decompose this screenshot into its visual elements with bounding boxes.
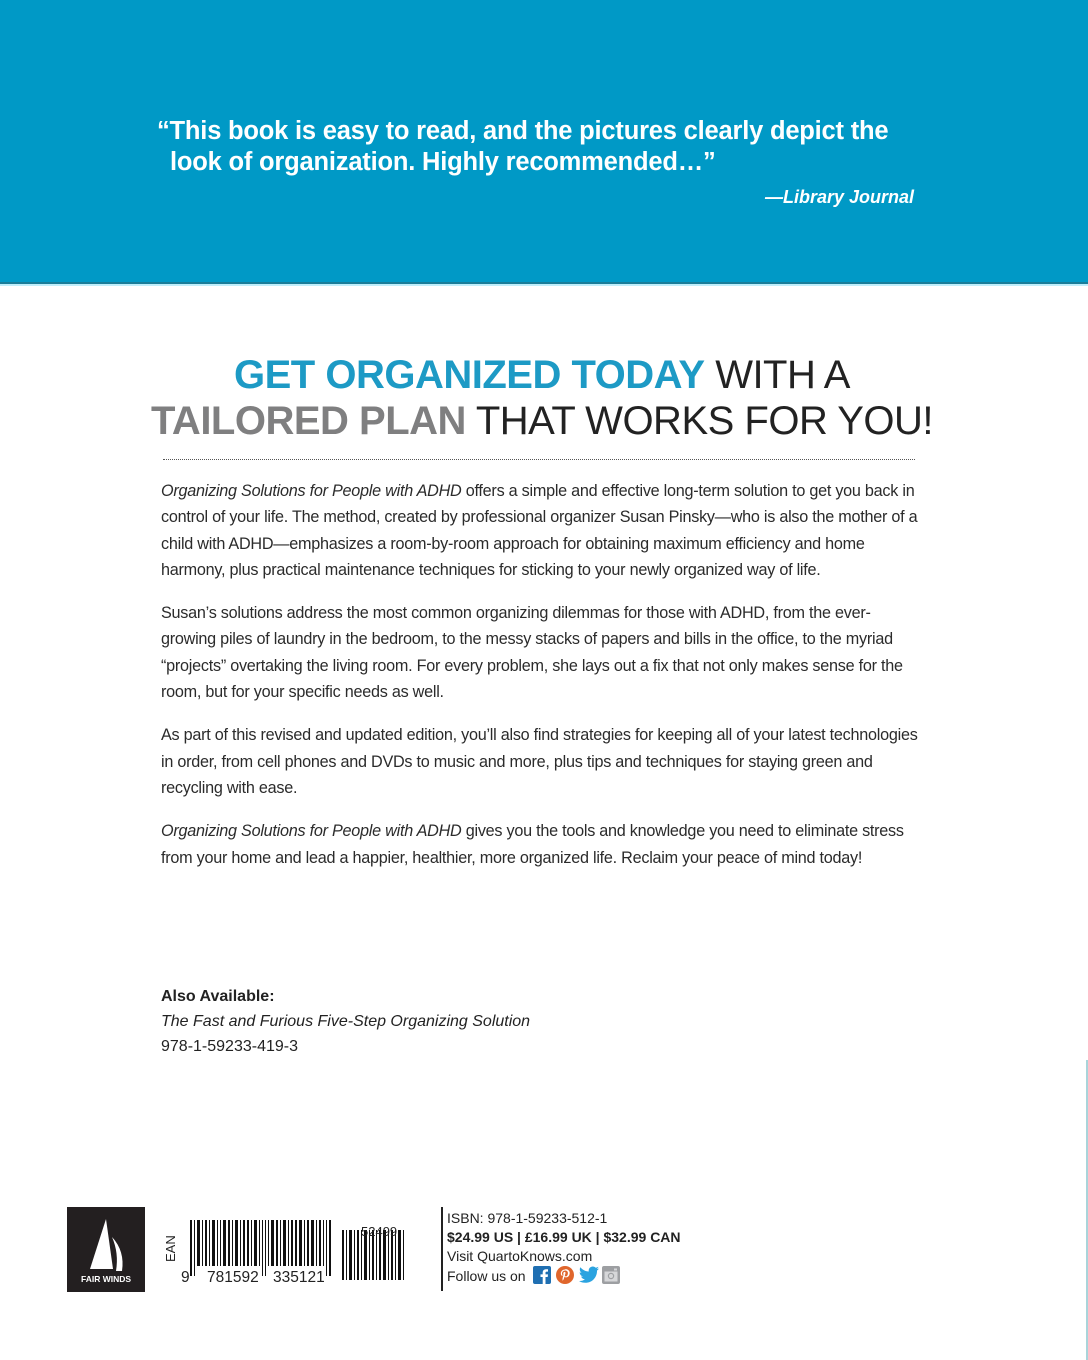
headline [150,352,934,444]
isbn: ISBN: 978-1-59233-512-1 [447,1210,608,1226]
paragraph-4: Organizing Solutions for People with ADHD gives you the tools and knowledge you need to eliminate stress from your home and lead a happier, healthier, more organized life. Reclaim your peace of mind today! [161,822,904,867]
also-available-label: Also Available: [161,988,275,1005]
twitter-icon[interactable] [579,1266,597,1284]
follow-label: Follow us on [447,1268,526,1284]
barcode-group-1: 781592 [207,1269,259,1286]
also-available-title: The Fast and Furious Five-Step Organizing Solution [161,1013,531,1030]
headline-highlight-1: GET ORGANIZED TODAY [234,353,705,397]
banner-highlight [0,284,1088,286]
paragraph-3: As part of this revised and updated edition, you’ll also find strategies for keeping all of your latest technologies in order, from cell phones and DVDs to music and more, plus tips and techniques for staying green and recycling with ease. [161,726,918,797]
headline-highlight-2: TAILORED PLAN [150,399,466,443]
price-code: 52499 [361,1224,398,1239]
also-available [161,984,530,1059]
paragraph-1: Organizing Solutions for People with ADHD offers a simple and effective long-term solution to get you back in control of your life. The method, created by professional organizer Susan Pinsky—who is also the mother of a child with ADHD—emphasizes a room-by-room approach for obtaining maximum efficiency and home harmony, plus practical maintenance techniques for sticking to your newly organized way of life. [161,482,918,579]
quote-line-2: look of organization. Highly recommended…” [170,148,716,176]
barcode-lead-digit: 9 [181,1269,190,1286]
instagram-icon[interactable] [602,1266,620,1284]
quote-attribution: —Library Journal [764,187,914,207]
dotted-divider [163,459,915,460]
pinterest-icon[interactable] [556,1266,574,1284]
review-quote [157,116,937,178]
website-link[interactable]: Visit QuartoKnows.com [447,1248,593,1264]
book-info [447,1209,681,1286]
book-title: Organizing Solutions for People with ADHD [161,822,462,841]
paragraph-2: Susan’s solutions address the most common organizing dilemmas for those with ADHD, from the ever-growing piles of laundry in the bedroom, to the messy stacks of papers and bills in the office, to the myriad “projects” overtaking the living room. For every problem, she lays out a fix that not only makes sense for the room, but for your specific needs as well. [161,604,903,702]
headline-text-2: THAT WORKS FOR YOU! [465,399,934,443]
book-title: Organizing Solutions for People with ADHD [161,482,462,500]
social-icons [533,1266,620,1284]
vertical-divider [441,1207,443,1291]
facebook-icon[interactable] [533,1266,551,1284]
prices: $24.99 US | £16.99 UK | $32.99 CAN [447,1229,681,1245]
barcode-group-2: 335121 [273,1269,325,1286]
headline-text-1: WITH A [704,353,850,397]
also-available-isbn: 978-1-59233-419-3 [161,1038,298,1055]
description [161,478,921,888]
ean-label: EAN [163,1235,178,1262]
publisher-logo [67,1207,145,1292]
publisher-name: FAIR WINDS [80,1274,132,1284]
quote-line-1: “This book is easy to read, and the pictures clearly depict the [157,117,889,145]
follow-row [447,1266,681,1286]
